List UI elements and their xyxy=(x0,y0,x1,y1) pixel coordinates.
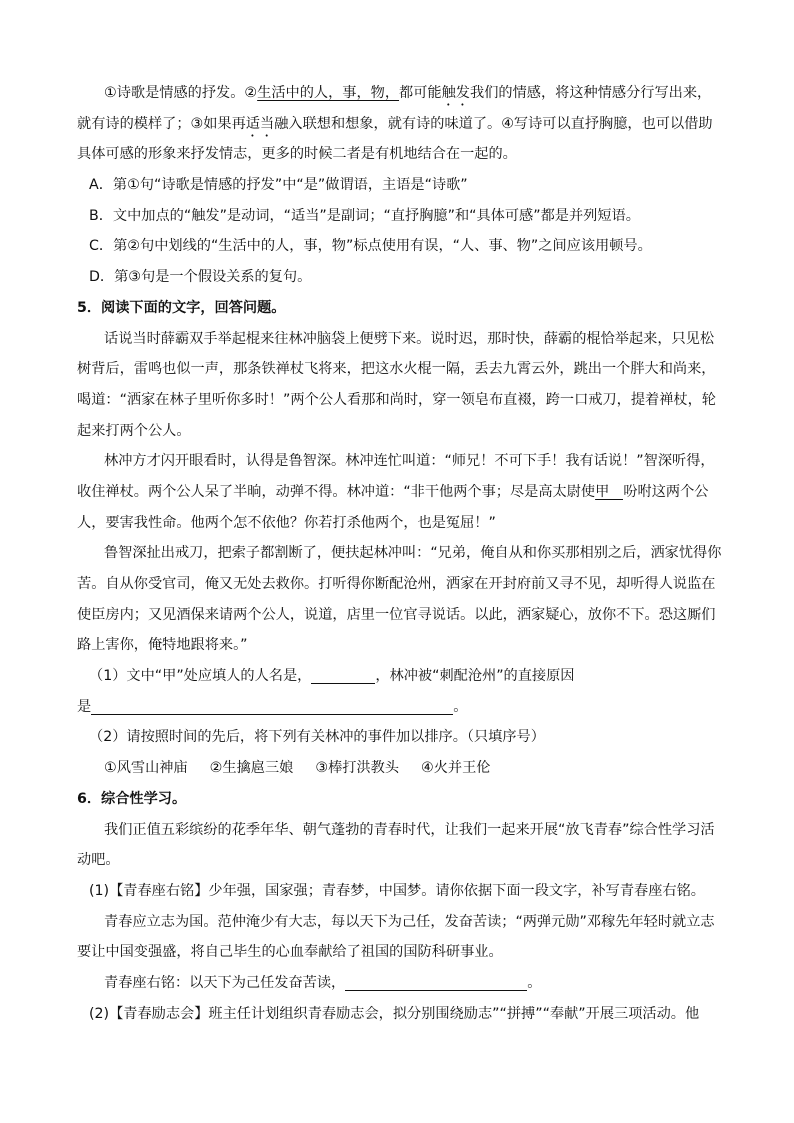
answer-blank-motto[interactable] xyxy=(345,972,527,991)
q5-para1-line: 树背后，雷鸣也似一声，那条铁禅杖飞将来，把这水火棍一隔，丢去九霄云外，跳出一个胖大和尚来， xyxy=(77,361,716,378)
q5-para2-line: 人，要害我性命。他两个怎不依他？你若打杀他两个，也是冤屈！” xyxy=(77,514,496,531)
q6-sub2: (2)【青春励志会】班主任计划组织青春励志会，拟分别围绕励志”“拼搏”“奉献”开展三项活动。他 xyxy=(89,1005,700,1022)
q5-sub2: （2）请按照时间的先后，将下列有关林冲的事件加以排序。（只填序号） xyxy=(89,729,545,746)
q4-option-d: D．第③句是一个假设关系的复句。 xyxy=(89,269,312,286)
q6-text-line: 青春应立志为国。范仲淹少有大志，每以天下为己任，发奋苦读；“两弹元勋”邓稼先年轻时就立志 xyxy=(104,913,715,930)
underline-gap xyxy=(609,481,623,500)
q4-option-b: B．文中加点的“触发”是动词，“适当”是副词；“直抒胸臆”和“具体可感”都是并列短语。 xyxy=(89,207,640,224)
answer-blank-name[interactable] xyxy=(311,665,375,684)
q6-intro-line: 我们正值五彩缤纷的花季年华、朝气蓬勃的青春时代，让我们一起来开展“放飞青春”综合性学习活 xyxy=(104,821,715,838)
q5-para1-line: 话说当时薛霸双手举起棍来往林冲脑袋上便劈下来。说时迟，那时快，薛霸的棍恰举起来，只见松 xyxy=(104,330,715,347)
q6-motto-line: 青春座右铭：以天下为己任发奋苦读， 。 xyxy=(77,968,753,999)
q5-para3-line: 路上害你，俺特地跟将来。” xyxy=(77,637,248,654)
q5-heading: 5．阅读下面的文字，回答问题。 xyxy=(77,299,286,316)
q4-passage-line-3: 具体可感的形象来抒发情志，更多的时候二者是有机地结合在一起的。 xyxy=(77,146,517,163)
event-item: ③棒打洪教头 xyxy=(315,760,400,777)
q5-para3-line: 鲁智深扯出戒刀，把索子都割断了，便扶起林冲叫：“兄弟，俺自从和你买那相别之后，洒家忧得你 xyxy=(104,545,722,562)
q4-option-a: A．第①句“诗歌是情感的抒发”中“是”做谓语，主语是“诗歌” xyxy=(89,177,468,194)
q6-intro-line: 动吧。 xyxy=(77,852,120,869)
q5-para2-line: 收住禅杖。两个公人呆了半晌，动弹不得。林冲道：“非干他两个事；尽是高太尉使甲 吩咐这两个公 xyxy=(77,477,753,508)
q6-heading: 6．综合性学习。 xyxy=(77,790,187,807)
dotted-word: 适当 xyxy=(245,115,275,132)
q4-passage-line-2: 就有诗的模样了；③如果再适当融入联想和想象，就有诗的味道了。④写诗可以直抒胸臆，也可以借助 xyxy=(77,115,713,132)
event-item: ②生擒扈三娘 xyxy=(209,760,294,777)
q5-para3-line: 使臣房内；又见酒保来请两个公人，说道，店里一位官寻说话。以此，洒家疑心，放你不下。恐这厮们 xyxy=(77,606,716,623)
q5-para3-line: 苦。自从你受官司，俺又无处去救你。打听得你断配沧州，洒家在开封府前又寻不见，却听得人说监在 xyxy=(77,576,716,592)
q6-text-line: 要让中国变强盛，将自己毕生的心血奉献给了祖国的国防科研事业。 xyxy=(77,944,503,961)
dotted-word: 触发 xyxy=(441,85,470,101)
document-body xyxy=(77,78,753,1029)
q5-sub1-line-1: （1）文中“甲”处应填人的人名是， ，林冲被“刺配沧州”的直接原因 xyxy=(77,661,753,692)
q5-event-list xyxy=(77,753,753,784)
q4-option-c: C．第②句中划线的“生活中的人，事，物”标点使用有误，“人、事、物”之间应该用顿号。 xyxy=(89,238,652,255)
q5-para1-line: 起来打两个公人。 xyxy=(77,422,191,439)
event-item: ①风雪山神庙 xyxy=(104,760,188,777)
answer-blank-reason[interactable] xyxy=(91,696,453,715)
event-item: ④火并王伦 xyxy=(421,760,491,777)
q5-para1-line: 喝道：“洒家在林子里听你多时！”两个公人看那和尚时，穿一领皂布直裰，跨一口戒刀，提着禅杖，轮 xyxy=(77,391,716,408)
q5-para2-line: 林冲方才闪开眼看时，认得是鲁智深。林冲连忙叫道：“师兄！不可下手！我有话说！”智深听得， xyxy=(104,453,715,470)
q5-sub1-line-2: 是 。 xyxy=(77,692,753,723)
blank-placeholder-jia: 甲 xyxy=(595,483,610,500)
q6-sub1: (1)【青春座右铭】少年强，国家强；青春梦，中国梦。请你依据下面一段文字，补写青春座右铭。 xyxy=(89,882,705,899)
underlined-phrase: 生活中的人，事，物， xyxy=(257,85,400,101)
q4-passage-line-1: ①诗歌是情感的抒发。②生活中的人，事，物，都可能触发我们的情感，将这种情感分行写出来， xyxy=(104,85,712,101)
